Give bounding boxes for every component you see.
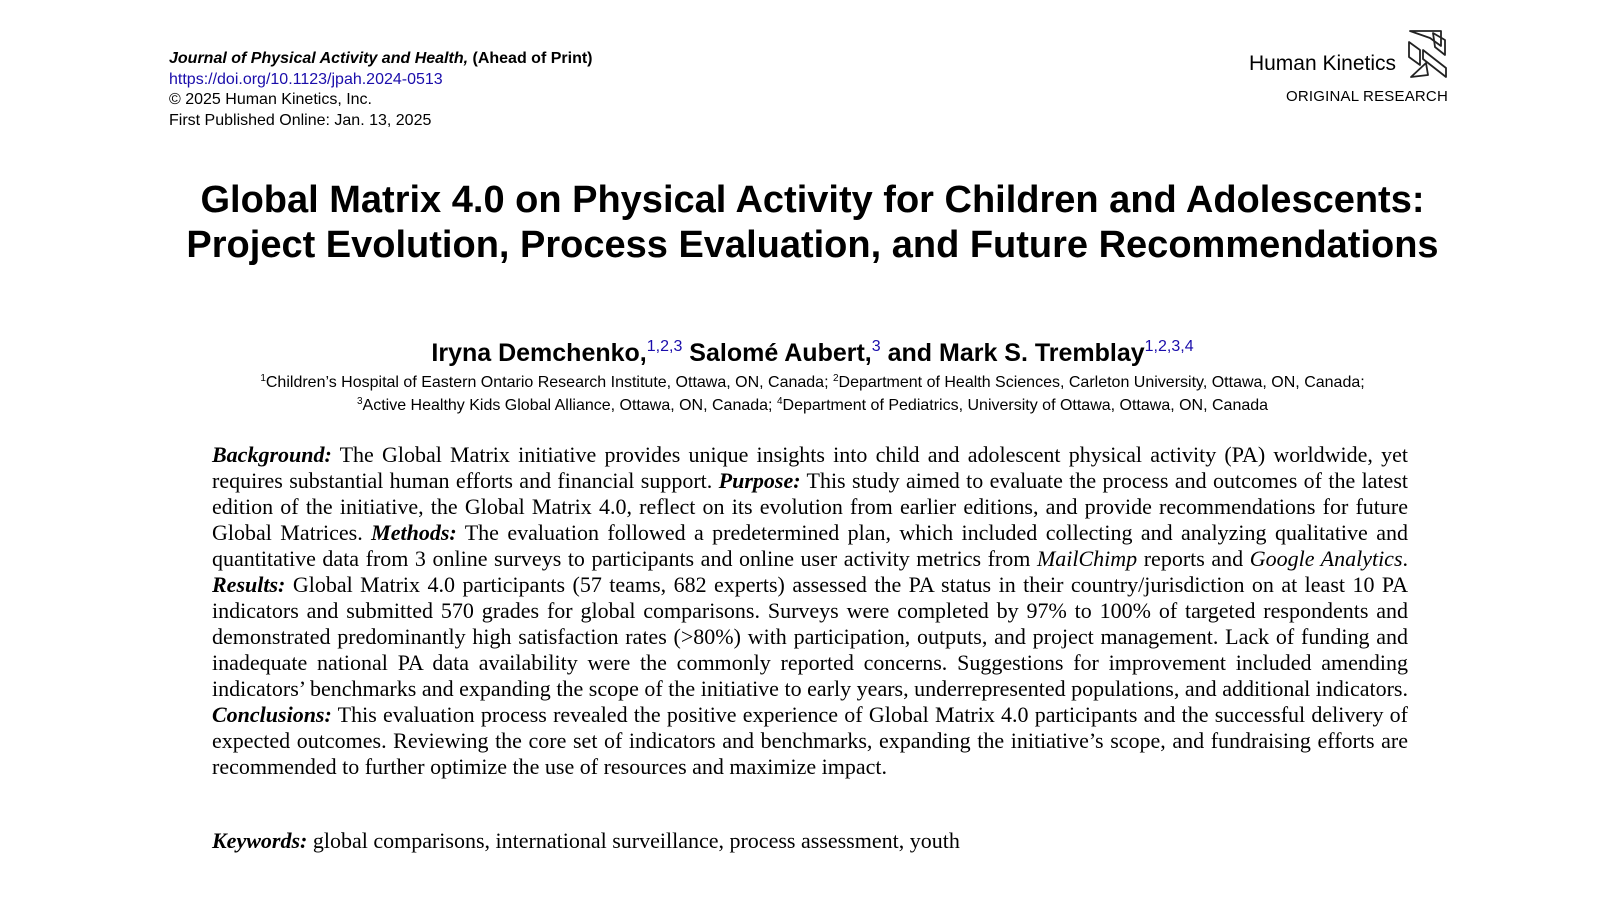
affiliations: $^1$Children’s Hospital of Eastern Ontario Research Institute, Ottawa, ON, Canada; $^2$Department of Health Sciences, Carleton University, Ottawa, ON, Canada; $^3$Active Healthy Kids Global Alliance, Ottawa, ON, Canada; $^4$Department of Pediatrics, University of Ottawa, Ottawa, ON, Canada	[260, 373, 1365, 414]
abstract-purpose-label: Purpose:	[718, 468, 801, 493]
author-name: Iryna Demchenko,	[431, 339, 647, 367]
affiliation-item: Children’s Hospital of Eastern Ontario Research Institute, Ottawa, ON, Canada;	[265, 374, 829, 391]
copyright: © 2025 Human Kinetics, Inc.	[169, 91, 372, 108]
author-list	[0, 338, 1600, 368]
abstract-conclusions: This evaluation process revealed the positive experience of Global Matrix 4.0 participants and the successful delivery of expected outcomes. Reviewing the core set of indicators and benchmarks, expanding the initiative’s scope, and fundraising efforts are recommended to further optimize the use of resources and maximize impact.	[212, 702, 1409, 779]
abstract-conclusions-label: Conclusions:	[212, 702, 332, 727]
abstract-background: The Global Matrix initiative provides unique insights into child and adolescent physical activity (PA) worldwide, yet requires substantial human efforts and financial support.	[212, 442, 1408, 493]
doi-link[interactable]: https://doi.org/10.1123/jpah.2024-0513	[169, 70, 443, 88]
author-affiliation-marks[interactable]: 3	[871, 338, 881, 355]
abstract-purpose: This study aimed to evaluate the process and outcomes of the latest edition of the initiative, the Global Matrix 4.0, reflect on its evolution from earlier editions, and provide recommendations for future Global Matrices.	[212, 468, 1409, 545]
abstract-methods-label: Methods:	[371, 520, 457, 545]
publisher-name: Human Kinetics	[1248, 52, 1396, 75]
article-type: ORIGINAL RESEARCH	[1285, 88, 1448, 105]
keywords-text: global comparisons, international surveillance, process assessment, youth	[312, 828, 960, 853]
keywords	[212, 828, 960, 854]
journal-header	[169, 49, 593, 131]
human-kinetics-logo-icon	[1406, 28, 1448, 80]
journal-citation	[169, 49, 593, 70]
abstract-google-analytics: Google Analytics	[1249, 546, 1403, 571]
journal-name: Journal of Physical Activity and Health,	[169, 50, 469, 67]
ahead-of-print: (Ahead of Print)	[472, 50, 593, 67]
article-title: Global Matrix 4.0 on Physical Activity for Children and Adolescents: Project Evolution, Process Evaluation, and Future Recommendations	[186, 179, 1439, 266]
abstract-methods-cont: reports and	[1143, 546, 1244, 571]
affiliation-item: Department of Pediatrics, University of Ottawa, Ottawa, ON, Canada	[782, 396, 1269, 414]
affiliation-item: Department of Health Sciences, Carleton University, Ottawa, ON, Canada;	[838, 374, 1365, 391]
author-name: Salomé Aubert,	[689, 339, 872, 367]
author-affiliation-marks[interactable]: 1,2,3	[646, 338, 683, 355]
abstract: Background: The Global Matrix initiative provides unique insights into child and adolescent physical activity (PA) worldwide, yet requires substantial human efforts and financial support. Purpose: This study aimed to evaluate the process and outcomes of the latest edition of the initiative, the Global Matrix 4.0, reflect on its evolution from earlier editions, and provide recommendations for future Global Matrices. Methods: The evaluation followed a predetermined plan, which included collecting and analyzing qualitative and quantitative data from 3 online surveys to participants and online user activity metrics from MailChimp reports and Google Analytics. Results: Global Matrix 4.0 participants (57 teams, 682 experts) assessed the PA status in their country/jurisdiction on at least 10 PA indicators and submitted 570 grades for global comparisons. Surveys were completed by 97% to 100% of targeted respondents and demonstrated predominantly high satisfaction rates (>80%) with participation, outputs, and project management. Lack of funding and inadequate national PA data availability were the commonly reported concerns. Suggestions for improvement included amending indicators’ benchmarks and expanding the scope of the initiative to early years, underrepresented populations, and additional indicators. Conclusions: This evaluation process revealed the positive experience of Global Matrix 4.0 participants and the successful delivery of expected outcomes. Reviewing the core set of indicators and benchmarks, expanding the initiative’s scope, and fundraising efforts are recommended to further optimize the use of resources and maximize impact.	[212, 442, 1409, 779]
abstract-results: Global Matrix 4.0 participants (57 teams, 682 experts) assessed the PA status in their country/jurisdiction on at least 10 PA indicators and submitted 570 grades for global comparisons. Surveys were completed by 97% to 100% of targeted respondents and demonstrated predominantly high satisfaction rates (>80%) with participation, outputs, and project management. Lack of funding and inadequate national PA data availability were the commonly reported concerns. Suggestions for improvement included amending indicators’ benchmarks and expanding the scope of the initiative to early years, underrepresented populations, and additional indicators.	[212, 572, 1409, 701]
abstract-mailchimp: MailChimp	[1036, 546, 1138, 571]
author-affiliation-marks[interactable]: 1,2,3,4	[1144, 338, 1194, 355]
publisher-block	[1249, 28, 1448, 105]
abstract-results-label: Results:	[212, 572, 286, 597]
published-date: First Published Online: Jan. 13, 2025	[169, 111, 432, 129]
abstract-background-label: Background:	[212, 442, 332, 467]
keywords-label: Keywords:	[212, 828, 308, 853]
abstract-methods: The evaluation followed a predetermined plan, which included collecting and analyzing qualitative and quantitative data from 3 online surveys to participants and online user activity metrics from	[212, 520, 1408, 571]
affiliation-item: Active Healthy Kids Global Alliance, Ottawa, ON, Canada;	[362, 396, 773, 414]
author-name: and Mark S. Tremblay	[887, 339, 1145, 367]
